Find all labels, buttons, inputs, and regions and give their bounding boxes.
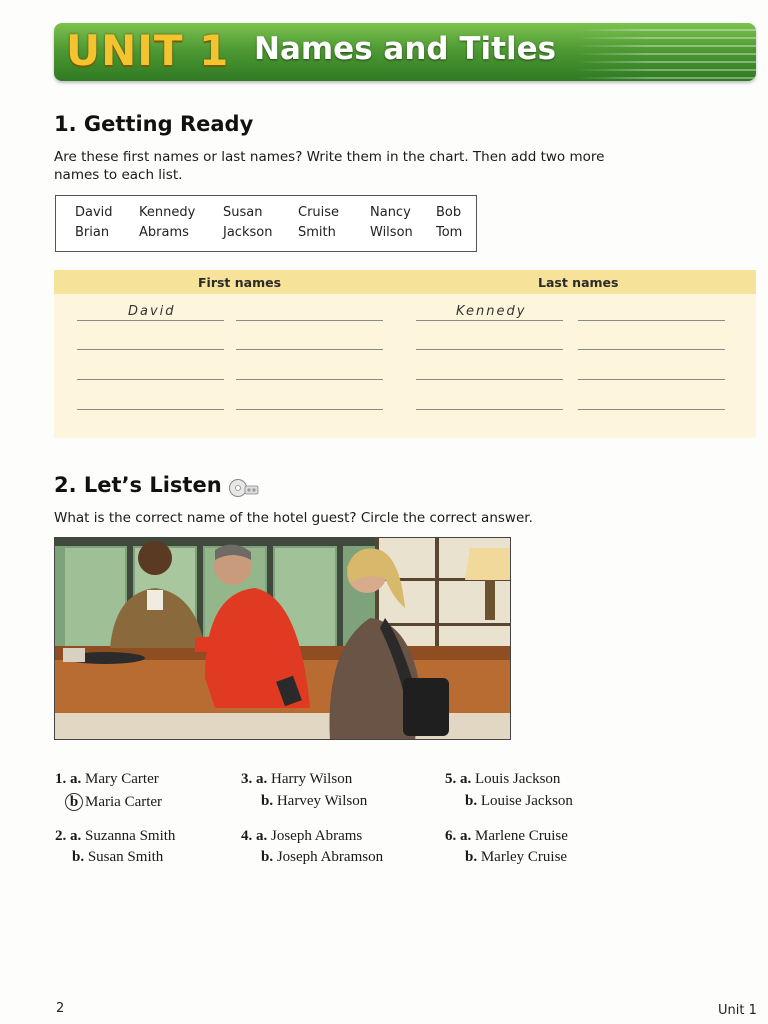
name-word: Kennedy [139,205,196,220]
write-line[interactable] [77,409,224,410]
write-line[interactable] [236,320,383,321]
write-line[interactable] [578,379,725,380]
question-2-option-a[interactable]: 2. a. Suzanna Smith [55,828,176,844]
footer-unit-label: Unit 1 [718,1003,757,1018]
question-2-option-b[interactable]: b. Susan Smith [72,849,164,865]
question-5-option-b[interactable]: b. Louise Jackson [465,793,573,809]
section1-instruction-line2: names to each list. [54,167,183,183]
question-1-option-a[interactable]: 1. a. Mary Carter [55,771,159,787]
last-name-example: Kennedy [456,304,527,319]
question-3-option-b[interactable]: b. Harvey Wilson [261,793,368,809]
unit-label: UNIT 1 [66,26,230,75]
question-6-option-a[interactable]: 6. a. Marlene Cruise [445,828,568,844]
first-name-example: David [128,304,176,319]
write-line[interactable] [236,379,383,380]
section2-heading: 2. Let’s Listen [54,473,222,497]
last-names-header: Last names [538,275,619,290]
name-word: Abrams [139,225,189,240]
question-4-option-a[interactable]: 4. a. Joseph Abrams [241,828,363,844]
name-word: Tom [436,225,463,240]
write-line[interactable] [236,409,383,410]
hotel-reception-illustration [55,538,511,740]
names-chart [54,270,756,438]
write-line[interactable] [416,409,563,410]
audio-cd-icon [228,478,260,498]
write-line[interactable] [416,379,563,380]
unit-banner [54,23,756,81]
name-word: Cruise [298,205,340,220]
name-word: Nancy [370,205,411,220]
question-3-option-a[interactable]: 3. a. Harry Wilson [241,771,353,787]
write-line[interactable] [77,349,224,350]
name-word: David [75,205,113,220]
write-line[interactable] [236,349,383,350]
page-number: 2 [56,1001,65,1016]
write-line[interactable] [578,349,725,350]
question-6-option-b[interactable]: b. Marley Cruise [465,849,568,865]
unit-title: Names and Titles [254,31,557,67]
circled-answer-mark: b [65,793,83,811]
name-word: Wilson [370,225,413,240]
write-line[interactable] [578,320,725,321]
section2-instruction: What is the correct name of the hotel guest? Circle the correct answer. [54,510,533,526]
write-line[interactable] [77,379,224,380]
name-word: Smith [298,225,336,240]
write-line[interactable] [578,409,725,410]
write-line[interactable] [416,349,563,350]
question-4-option-b[interactable]: b. Joseph Abramson [261,849,384,865]
name-word: Jackson [223,225,273,240]
chart-header [54,270,756,294]
first-names-header: First names [198,275,282,290]
question-1-option-b[interactable]: b Maria Carter [69,793,162,811]
section1-heading: 1. Getting Ready [54,112,254,136]
name-word: Bob [436,205,462,220]
name-word: Brian [75,225,110,240]
banner-stripes [576,23,756,81]
section1-instruction-line1: Are these first names or last names? Write them in the chart. Then add two more [54,149,605,165]
write-line[interactable] [416,320,563,321]
write-line[interactable] [77,320,224,321]
hotel-reception-photo [54,537,511,740]
question-5-option-a[interactable]: 5. a. Louis Jackson [445,771,561,787]
name-word-box [55,195,477,252]
name-word: Susan [223,205,263,220]
